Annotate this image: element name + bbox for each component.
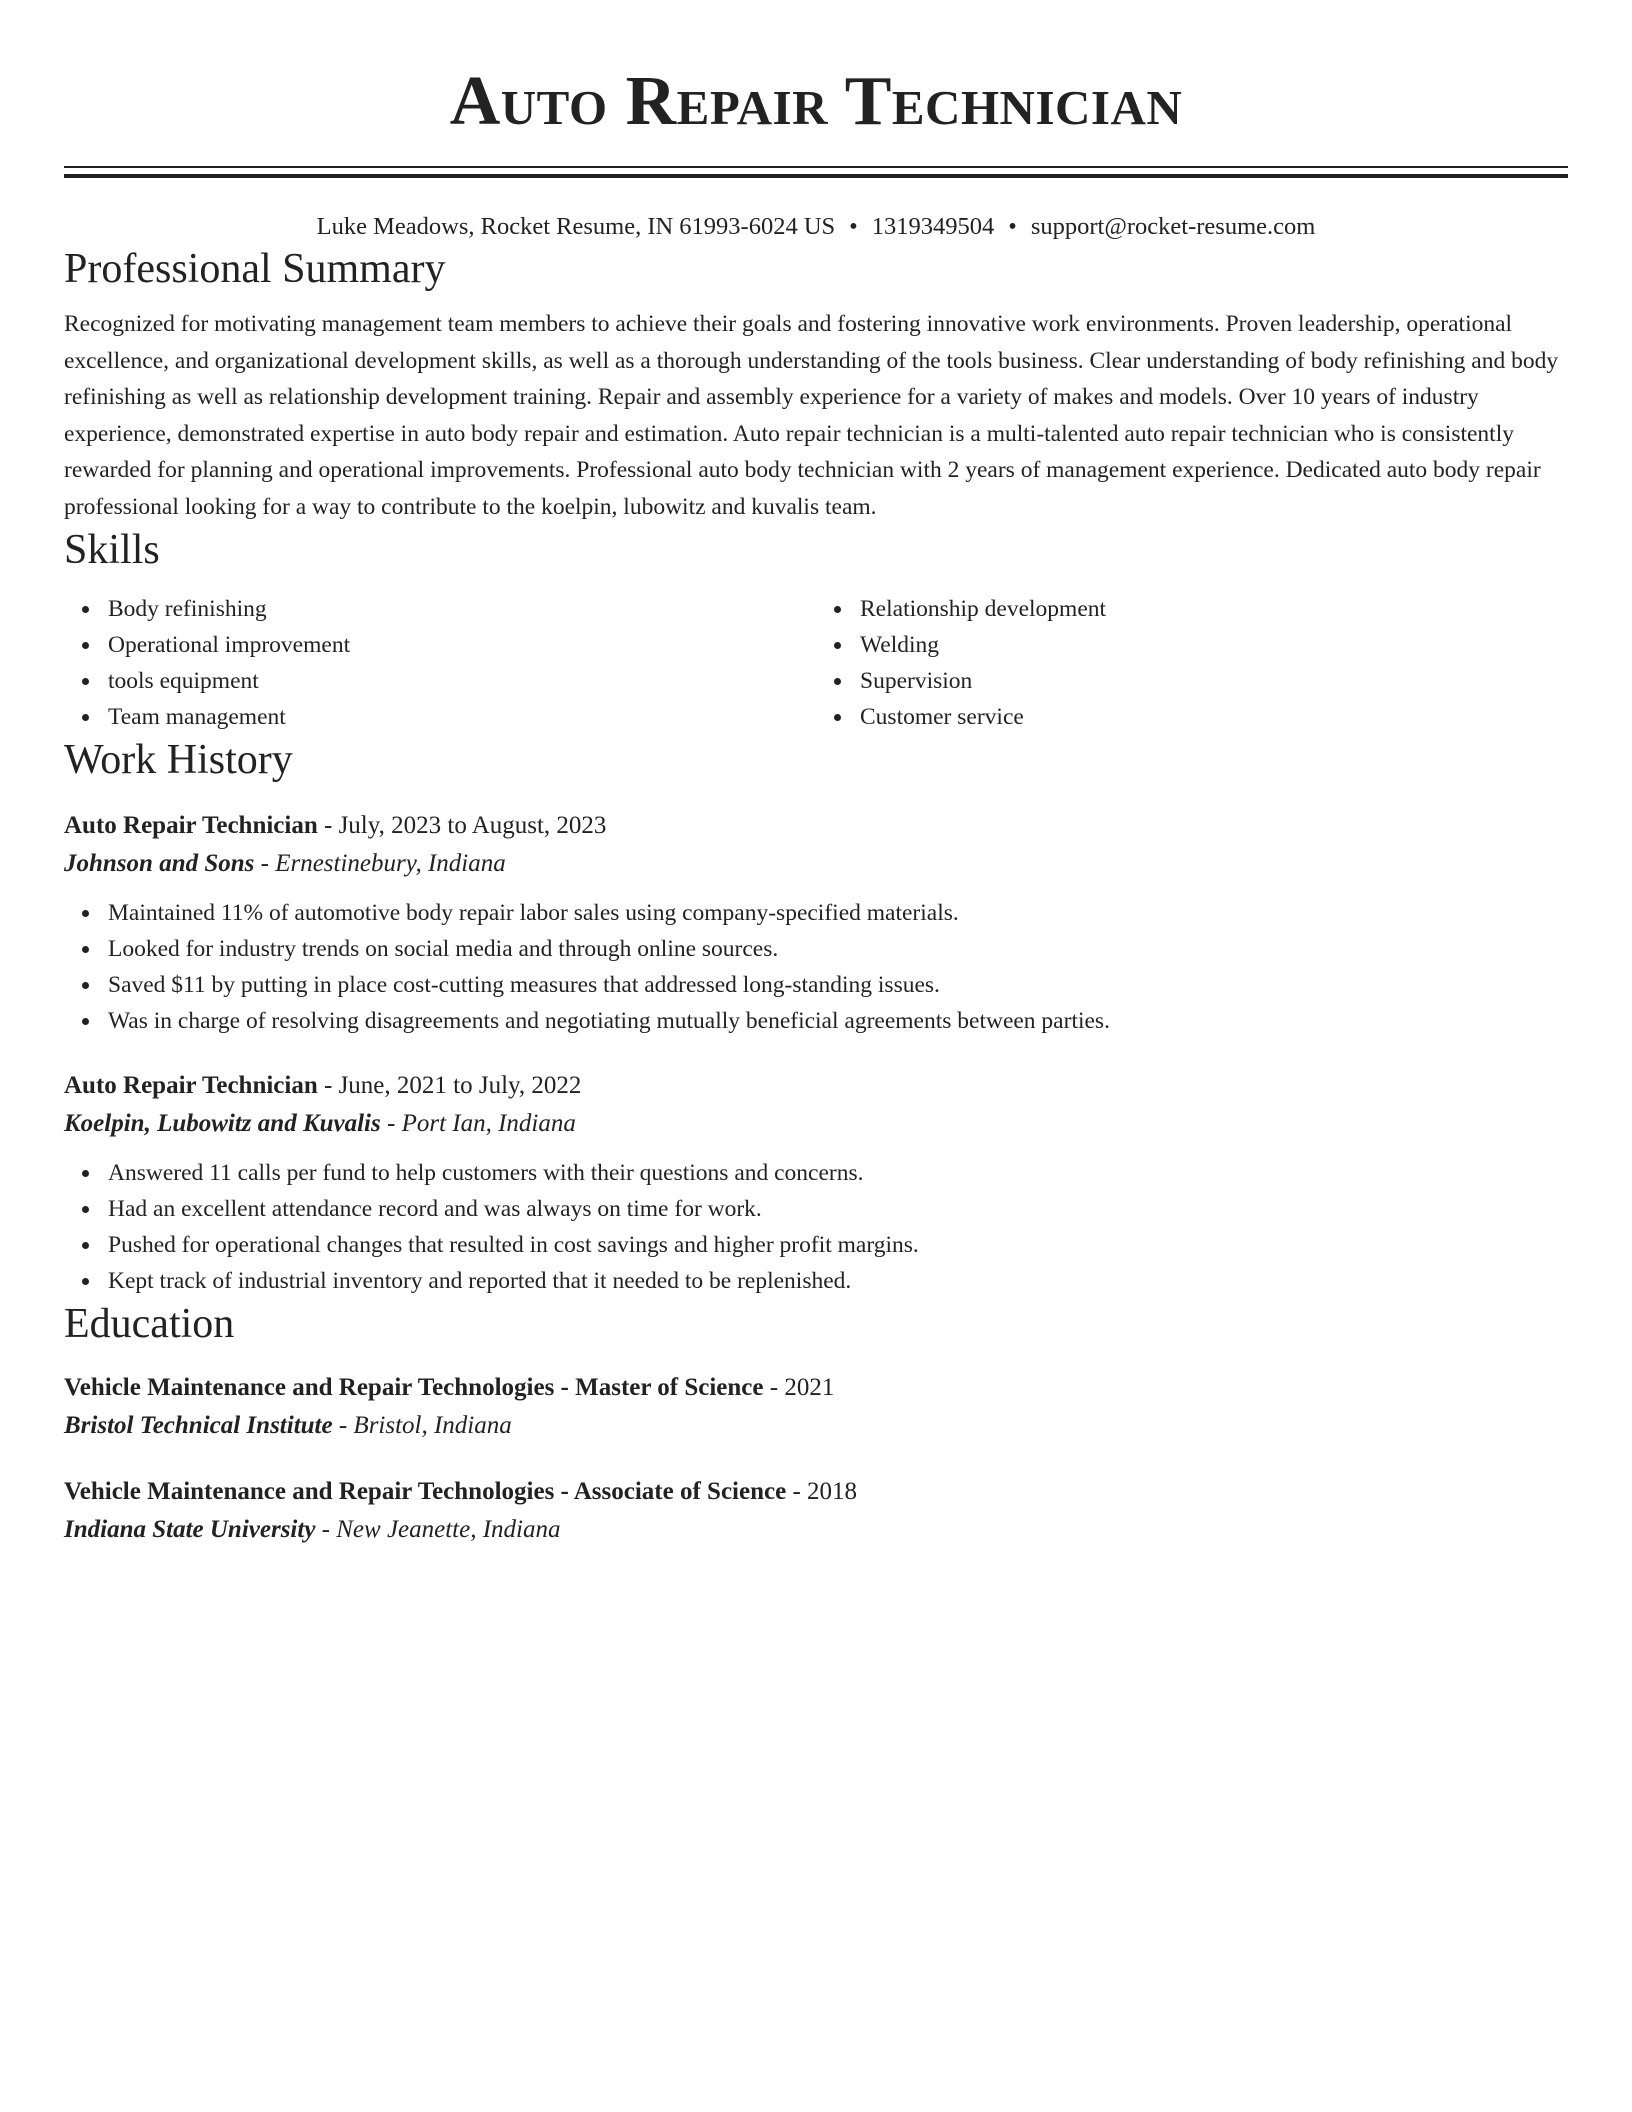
job-dates: - June, 2021 to July, 2022 (317, 1072, 582, 1099)
skills-heading: Skills (64, 527, 160, 573)
resume-title: Auto Repair Technician (449, 63, 1183, 140)
job-bullets (64, 895, 1568, 1039)
job-title-line (64, 807, 1568, 845)
job-bullet: Looked for industry trends on social media and through online sources. (108, 931, 1568, 967)
education-school: Indiana State University (64, 1516, 316, 1543)
job-company: Koelpin, Lubowitz and Kuvalis (64, 1110, 381, 1137)
education-entry (64, 1369, 1568, 1445)
education-location: - New Jeanette, Indiana (315, 1516, 561, 1543)
job-bullet: Had an excellent attendance record and was always on time for work. (108, 1191, 1568, 1227)
skill-item: Team management (108, 699, 816, 735)
education-entry (64, 1473, 1568, 1549)
education-year: - 2021 (763, 1374, 835, 1401)
contact-address: Luke Meadows, Rocket Resume, IN 61993-6024 US (316, 213, 836, 240)
job-company: Johnson and Sons (64, 850, 255, 877)
title-divider-thin (64, 166, 1568, 168)
education-school-line (64, 1407, 1568, 1445)
skills-column-right (816, 591, 1568, 735)
job-bullet: Pushed for operational changes that resulted in cost savings and higher profit margins. (108, 1227, 1568, 1263)
education-school: Bristol Technical Institute (64, 1412, 333, 1439)
education-heading: Education (64, 1301, 235, 1347)
education-year: - 2018 (786, 1478, 858, 1505)
job-location: - Port Ian, Indiana (380, 1110, 576, 1137)
job-title: Auto Repair Technician (64, 1072, 318, 1099)
contact-separator: • (849, 213, 858, 240)
job-bullets (64, 1155, 1568, 1299)
job-bullet: Saved $11 by putting in place cost-cutting measures that addressed long-standing issues. (108, 967, 1568, 1003)
job-dates: - July, 2023 to August, 2023 (317, 812, 607, 839)
job-entry (64, 807, 1568, 1039)
skills-column-left (64, 591, 816, 735)
skill-item: tools equipment (108, 663, 816, 699)
skill-item: Body refinishing (108, 591, 816, 627)
job-location: - Ernestinebury, Indiana (254, 850, 506, 877)
skill-item: Supervision (860, 663, 1568, 699)
work-history-heading: Work History (64, 737, 293, 783)
skills-list (64, 591, 1568, 735)
education-location: - Bristol, Indiana (332, 1412, 512, 1439)
job-title: Auto Repair Technician (64, 812, 318, 839)
education-degree: Vehicle Maintenance and Repair Technologies - Associate of Science (64, 1478, 787, 1505)
education-degree-line (64, 1369, 1568, 1407)
summary-text: Recognized for motivating management team members to achieve their goals and fostering innovative work environments. Proven leadership, operational excellence, and organizational development skills, as well as a thorough understanding of the tools business. Clear understanding of body refinishing and body refinishing as well as relationship development training. Repair and assembly experience for a variety of makes and models. Over 10 years of industry experience, demonstrated expertise in auto body repair and estimation. Auto repair technician is a multi-talented auto repair technician who is consistently rewarded for planning and operational improvements. Professional auto body technician with 2 years of management experience. Dedicated auto body repair professional looking for a way to contribute to the koelpin, lubowitz and kuvalis team. (64, 311, 1559, 520)
contact-separator: • (1008, 213, 1017, 240)
summary-heading: Professional Summary (64, 246, 446, 292)
skill-item: Operational improvement (108, 627, 816, 663)
education-degree: Vehicle Maintenance and Repair Technologies - Master of Science (64, 1374, 764, 1401)
job-bullet: Maintained 11% of automotive body repair labor sales using company-specified materials. (108, 895, 1568, 931)
education-school-line (64, 1511, 1568, 1549)
job-bullet: Was in charge of resolving disagreements and negotiating mutually beneficial agreements between parties. (108, 1003, 1568, 1039)
education-degree-line (64, 1473, 1568, 1511)
job-title-line (64, 1067, 1568, 1105)
job-bullet: Answered 11 calls per fund to help customers with their questions and concerns. (108, 1155, 1568, 1191)
title-divider-thick (64, 174, 1568, 178)
skill-item: Welding (860, 627, 1568, 663)
skill-item: Relationship development (860, 591, 1568, 627)
contact-email: support@rocket-resume.com (1030, 213, 1316, 240)
job-entry (64, 1067, 1568, 1299)
skill-item: Customer service (860, 699, 1568, 735)
job-bullet: Kept track of industrial inventory and reported that it needed to be replenished. (108, 1263, 1568, 1299)
contact-phone: 1319349504 (871, 213, 995, 240)
job-company-line (64, 1105, 1568, 1143)
contact-line (64, 210, 1568, 244)
job-company-line (64, 845, 1568, 883)
